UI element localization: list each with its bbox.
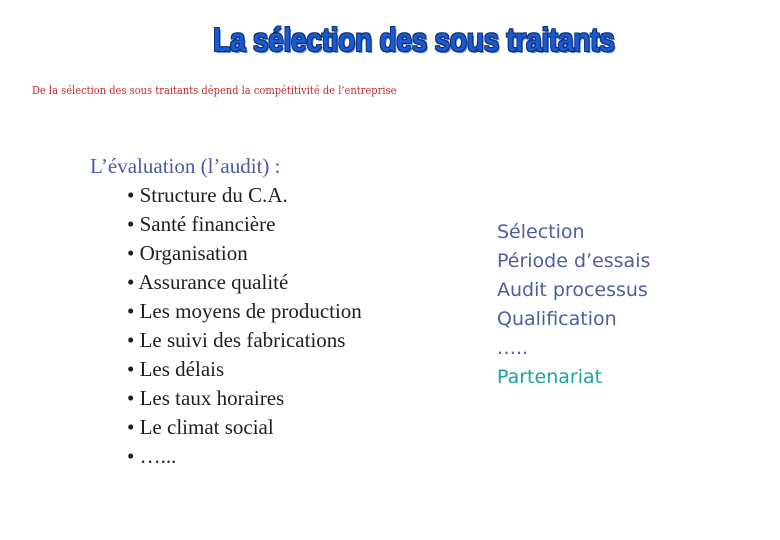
audit-criteria-list xyxy=(90,181,362,471)
audit-item: • Santé financière xyxy=(127,212,276,236)
audit-item: • Les taux horaires xyxy=(127,386,285,410)
step-process-audit: Audit processus xyxy=(497,279,648,301)
audit-item: • Le climat social xyxy=(127,415,274,439)
audit-heading: L’évaluation (l’audit) : xyxy=(90,154,281,178)
audit-item: • Le suivi des fabrications xyxy=(127,328,346,352)
audit-item: • Organisation xyxy=(127,241,248,265)
step-selection: Sélection xyxy=(497,221,585,243)
step-qualification: Qualification xyxy=(497,308,617,330)
slide-title: La sélection des sous traitants xyxy=(213,21,615,58)
audit-item: • Les moyens de production xyxy=(127,299,362,323)
audit-item: • Assurance qualité xyxy=(127,270,289,294)
slide-subtitle: De la sélection des sous traitants dépend la compétitivité de l’entreprise xyxy=(32,83,397,97)
audit-item: • Les délais xyxy=(127,357,225,381)
step-trial-period: Période d’essais xyxy=(497,250,651,272)
step-partnership: Partenariat xyxy=(497,366,603,388)
audit-item: • …... xyxy=(127,444,177,468)
step-ellipsis: ….. xyxy=(497,337,529,359)
selection-steps xyxy=(497,218,650,392)
audit-item: • Structure du C.A. xyxy=(127,183,288,207)
audit-section xyxy=(90,152,362,471)
